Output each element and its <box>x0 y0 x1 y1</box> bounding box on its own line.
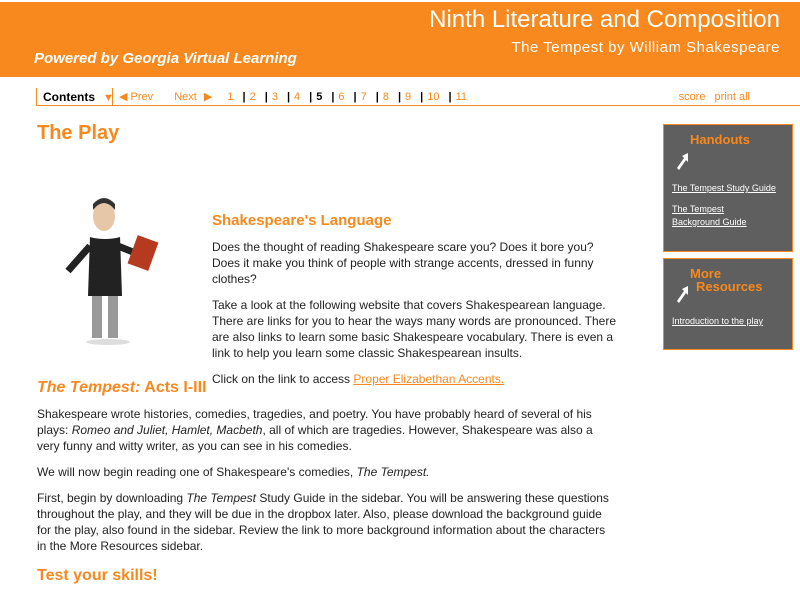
handouts-title: Handouts <box>690 132 750 147</box>
more-resources-title: More Resources <box>690 266 763 294</box>
navigation-bar <box>0 88 800 106</box>
handouts-sidebar <box>663 124 793 252</box>
page-link-7[interactable]: 7 <box>360 91 367 103</box>
separator: | <box>331 91 335 103</box>
page-link-5[interactable]: 5 <box>316 91 323 103</box>
prev-label: Prev <box>130 91 154 103</box>
separator: | <box>448 91 452 103</box>
score-link[interactable]: score <box>678 91 706 103</box>
prev-button[interactable]: ◀ Prev <box>119 91 154 103</box>
print-all-link[interactable]: print all <box>714 91 750 103</box>
heading-rest: Acts I-III <box>140 379 207 396</box>
separator: | <box>264 91 268 103</box>
page-links <box>227 91 471 103</box>
section-heading <box>37 380 617 396</box>
paragraph: First, begin by downloading The Tempest Study Guide in the sidebar. You will be answering these questions throughout the play, and they will be due in the dropbox later. Also, please download the background guide for the play, also found in the sidebar. Review the link to more background information about the characters in the More Resources sidebar. <box>37 491 609 553</box>
header-banner <box>0 0 800 77</box>
paragraph: We will now begin reading one of Shakespeare's comedies, The Tempest. <box>37 465 430 479</box>
shakespeare-language-section <box>212 213 622 397</box>
paragraph: Shakespeare wrote histories, comedies, tragedies, and poetry. You have probably heard of several of his plays: Romeo and Juliet, Hamlet, Macbeth, all of which are tragedies. However, Shakespeare was also a very funny and witty writer, as you can see in his comedies. <box>37 407 593 453</box>
separator: | <box>420 91 424 103</box>
contents-menu[interactable] <box>36 88 114 106</box>
more-resources-sidebar <box>663 258 793 350</box>
elizabethan-accents-link[interactable]: Proper Elizabethan Accents. <box>353 372 505 386</box>
paragraph: Does the thought of reading Shakespeare scare you? Does it bore you? Does it make you think of people with strange accents, dressed in funny clothes? <box>212 240 594 286</box>
page-link-3[interactable]: 3 <box>271 91 278 103</box>
text: Click on the link to access <box>212 372 354 386</box>
page-link-9[interactable]: 9 <box>405 91 412 103</box>
study-guide-link[interactable]: The Tempest Study Guide <box>672 183 776 193</box>
section-heading: Shakespeare's Language <box>212 212 392 229</box>
tempest-section <box>37 380 617 594</box>
page-link-11[interactable]: 11 <box>455 91 467 103</box>
background-guide-link[interactable]: The Tempest Background Guide <box>672 204 747 227</box>
separator: | <box>353 91 357 103</box>
separator: | <box>375 91 379 103</box>
page-link-4[interactable]: 4 <box>294 91 301 103</box>
separator: | <box>309 91 313 103</box>
page-link-6[interactable]: 6 <box>338 91 345 103</box>
chevron-down-icon: ▼ <box>103 92 114 104</box>
shakespeare-figure-image <box>60 196 165 346</box>
section-heading: Test your skills! <box>37 567 158 584</box>
separator: | <box>242 91 246 103</box>
separator: | <box>397 91 402 103</box>
page-title: The Play <box>37 122 120 144</box>
separator: | <box>286 91 291 103</box>
page-link-2[interactable]: 2 <box>249 91 256 103</box>
contents-label: Contents <box>43 90 95 104</box>
cursor-arrow-icon <box>676 285 690 305</box>
paragraph: Take a look at the following website that covers Shakespearean language. There are links for you to hear the ways many words are pronounced. There are also links to learn some basic Shakespeare vocabulary. There is even a link to help you learn some classic Shakespearean insults. <box>212 298 616 360</box>
page-link-10[interactable]: 10 <box>427 91 440 103</box>
cursor-arrow-icon <box>676 152 690 172</box>
course-subtitle: The Tempest by William Shakespeare <box>511 39 780 56</box>
page-link-1[interactable]: 1 <box>227 91 234 103</box>
next-button[interactable]: Next ▶ <box>174 91 213 103</box>
next-label: Next <box>174 91 197 103</box>
heading-italic: The Tempest: <box>37 379 141 396</box>
powered-by-logo: Powered by Georgia Virtual Learning <box>34 50 297 67</box>
course-title: Ninth Literature and Composition <box>429 6 780 33</box>
intro-play-link[interactable]: Introduction to the play <box>672 316 764 326</box>
page-link-8[interactable]: 8 <box>382 91 389 103</box>
